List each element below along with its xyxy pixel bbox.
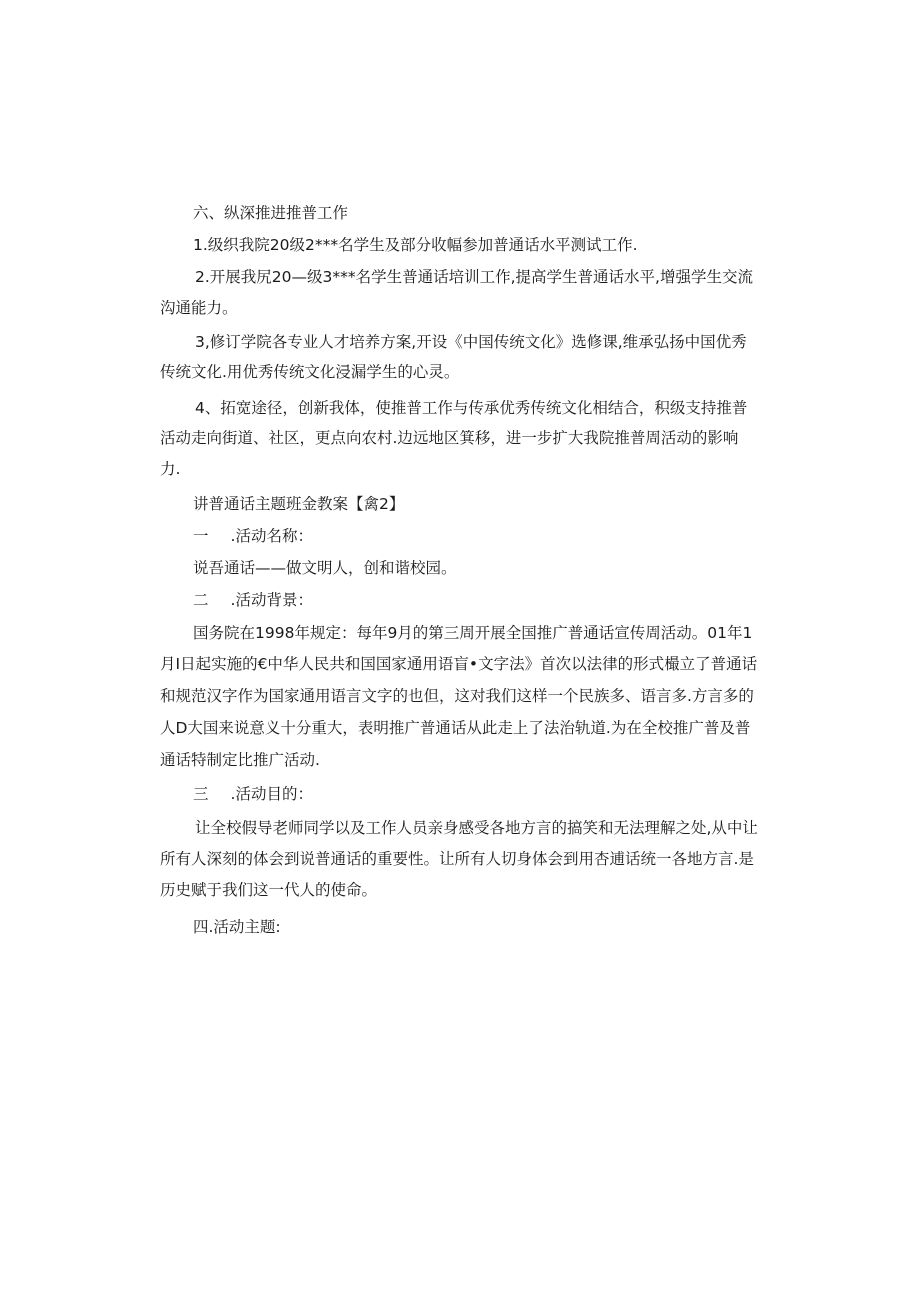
paragraph-line: 所有人深刻的体会到说普通话的重要性。让所有人切身体会到用杏逋话统一各地方言.是	[160, 850, 754, 868]
part-number: 三	[193, 785, 209, 803]
part2-heading	[193, 590, 793, 610]
part4-heading: 四.活动主题:	[193, 918, 281, 936]
lesson-title: 讲普通话主题班金教案【禽2】	[193, 495, 405, 513]
paragraph-line: 历史赋于我们这一代人的使命。	[160, 881, 378, 899]
part-number: 二	[193, 591, 209, 609]
part-label: .活动背景：	[230, 591, 313, 609]
section-heading: 六、纵深推进推普工作	[193, 204, 349, 222]
list-item-continuation: 传统文化.用优秀传统文化浸漏学生的心灵。	[160, 363, 460, 381]
list-item: 1.级织我院20级2***名学生及部分收幅参加普通话水平测试工作.	[193, 236, 638, 254]
paragraph-line: 国务院在1998年规定：每年9月的第三周开展全国推广普通话宣传周活动。01年1	[193, 624, 753, 642]
part-label: .活动目的：	[230, 785, 313, 803]
list-item-continuation: 力.	[160, 460, 181, 478]
list-item: 3,修订学院各专业人才培养方案,开设《中国传统文化》选修课,维承弘扬中国优秀	[195, 333, 747, 351]
part-number: 一	[193, 527, 209, 545]
paragraph-line: 让全校假导老师同学以及工作人员亲身感受各地方言的搞笑和无法理解之处,从中让	[195, 819, 758, 837]
part1-heading	[193, 526, 793, 546]
paragraph-line: 月I日起实施的€中华人民共和国国家通用语盲•文字法》首次以法律的形式樶立了普通话	[160, 655, 758, 673]
paragraph-line: 人D大国来说意义十分重大，表明推广普通话从此走上了法治轨道.为在全校推广普及普	[160, 719, 751, 737]
paragraph-line: 通话特制定比推广活动.	[160, 751, 320, 769]
list-item: 2.开展我尻20—级3***名学生普通话培训工作,提高学生普通话水平,增强学生交流	[195, 268, 753, 286]
part3-heading	[193, 784, 793, 804]
list-item-continuation: 活动走向街道、社区，更点向农村.边远地区箕移，进一步扩大我院推普周活动的影响	[160, 429, 739, 447]
part-label: .活动名称：	[230, 527, 313, 545]
list-item: 4、拓宽途径，创新我体，使推普工作与传承优秀传统文化相结合，积级支持推普	[195, 399, 748, 417]
list-item-continuation: 沟通能力。	[160, 299, 238, 317]
paragraph-line: 说吾通话——做文明人，创和谐校园。	[193, 559, 457, 577]
paragraph-line: 和规范汉字作为国家通用语言文字的也但，这对我们这样一个民族多、语言多.方言多的	[160, 687, 754, 705]
